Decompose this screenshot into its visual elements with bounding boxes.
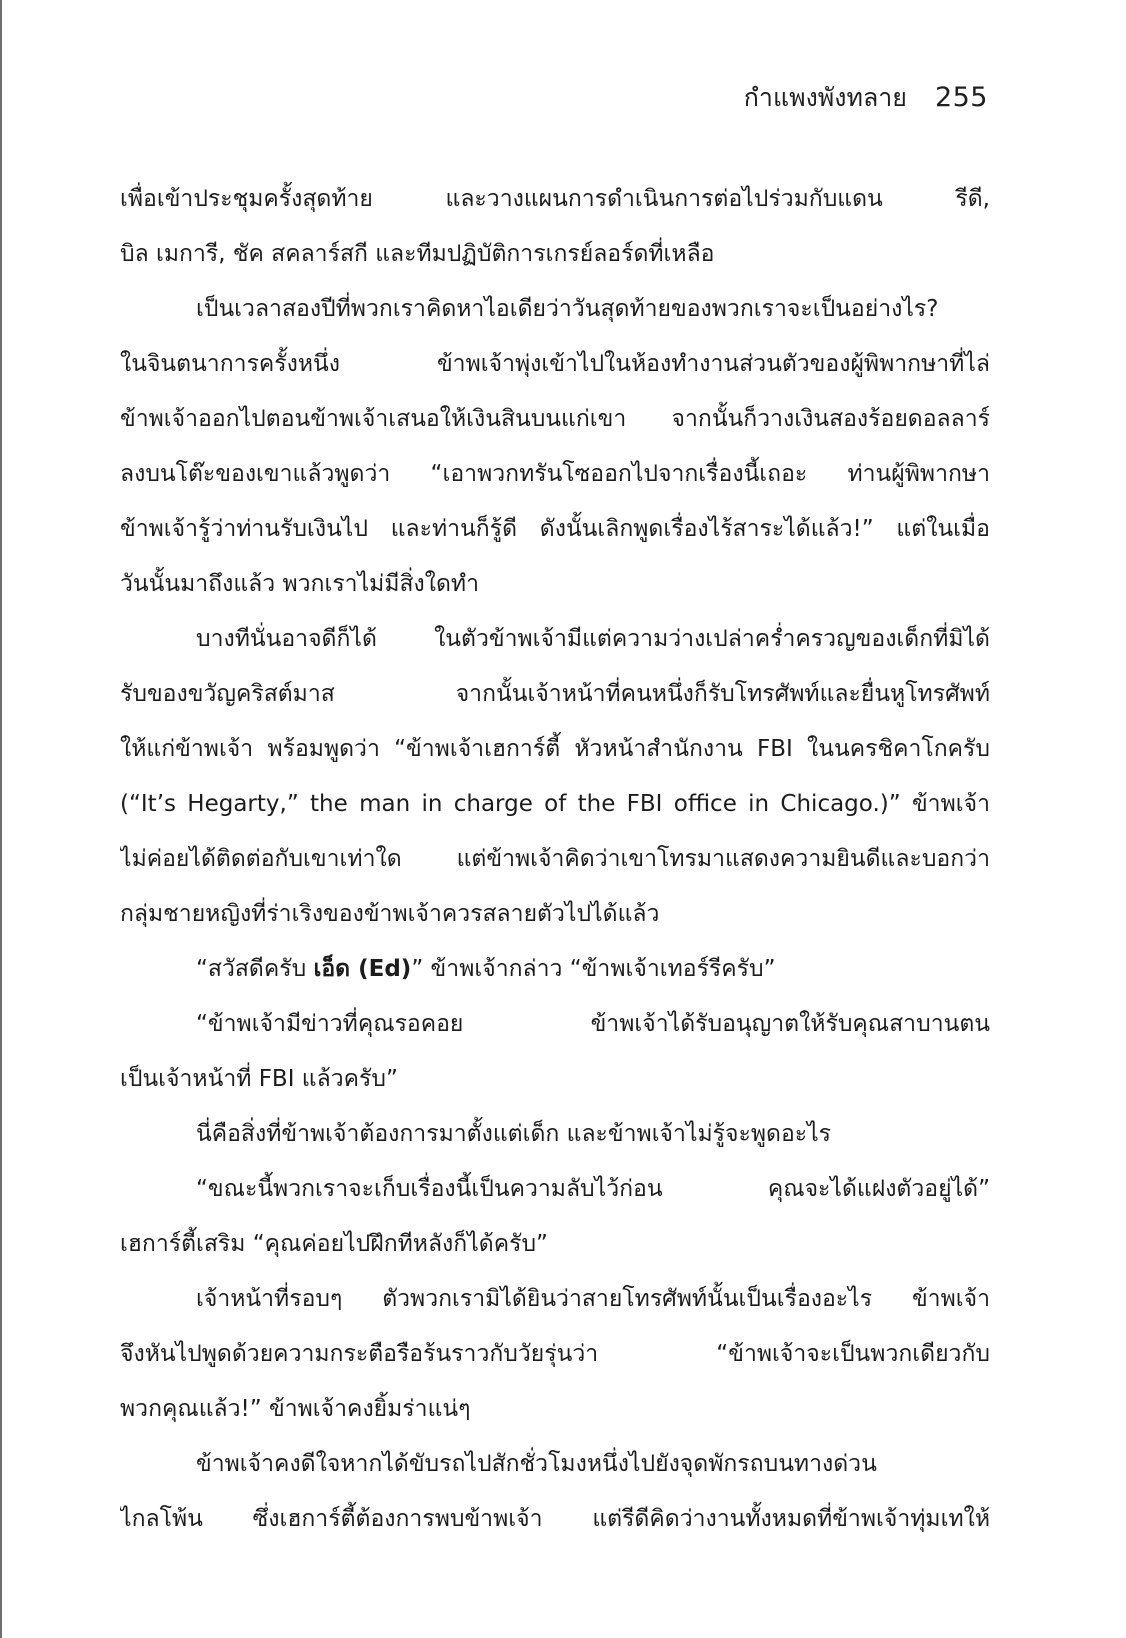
paragraph-2 <box>120 282 990 612</box>
text-line: ไกลโพ้น ซึ่งเฮการ์ตี้ต้องการพบข้าพเจ้า แต่รีดีคิดว่างานทั้งหมดที่ข้าพเจ้าทุ่มเทให้ <box>120 1506 990 1532</box>
text-line: พวกคุณแล้ว!” ข้าพเจ้าคงยิ้มร่าแน่ๆ <box>120 1396 471 1422</box>
text-line: กลุ่มชายหญิงที่ร่าเริงของข้าพเจ้าควรสลายตัวไปได้แล้ว <box>120 901 660 927</box>
paragraph-8 <box>120 1272 990 1437</box>
text-line: ข้าพเจ้าคงดีใจหากได้ขับรถไปสักชั่วโมงหนึ่งไปยังจุดพักรถบนทางด่วน <box>196 1451 877 1477</box>
text-line <box>120 942 990 997</box>
text-line: ในจินตนาการครั้งหนึ่ง ข้าพเจ้าพุ่งเข้าไปในห้องทำงานส่วนตัวของผู้พิพากษาที่ไล่ <box>120 351 990 377</box>
dialogue-open: “สวัสดีครับ <box>196 956 314 982</box>
body-text <box>120 172 990 1547</box>
text-line: (“It’s Hegarty,” the man in charge of the FBI office in Chicago.)” ข้าพเจ้า <box>120 791 990 817</box>
text-line: นี่คือสิ่งที่ข้าพเจ้าต้องการมาตั้งแต่เด็ก และข้าพเจ้าไม่รู้จะพูดอะไร <box>196 1121 832 1147</box>
text-line: บางทีนั่นอาจดีก็ได้ ในตัวข้าพเจ้ามีแต่ความว่างเปล่าคร่ำครวญของเด็กที่มิได้ <box>196 626 990 652</box>
text-line: “ข้าพเจ้ามีข่าวที่คุณรอคอย ข้าพเจ้าได้รับอนุญาตให้รับคุณสาบานตน <box>196 1011 990 1037</box>
paragraph-7 <box>120 1162 990 1272</box>
running-header <box>744 80 988 116</box>
text-line: ข้าพเจ้ารู้ว่าท่านรับเงินไป และท่านก็รู้ดี ดังนั้นเลิกพูดเรื่องไร้สาระได้แล้ว!” แต่ในเมื่อ <box>120 516 990 542</box>
text-line: ลงบนโต๊ะของเขาแล้วพูดว่า “เอาพวกทรันโซออกไปจากเรื่องนี้เถอะ ท่านผู้พิพากษา <box>120 461 990 487</box>
text-line: ไม่ค่อยได้ติดต่อกับเขาเท่าใด แต่ข้าพเจ้าคิดว่าเขาโทรมาแสดงความยินดีและบอกว่า <box>120 846 990 872</box>
text-line: เป็นเวลาสองปีที่พวกเราคิดหาไอเดียว่าวันสุดท้ายของพวกเราจะเป็นอย่างไร? <box>196 296 939 322</box>
text-line: เจ้าหน้าที่รอบๆ ตัวพวกเรามิได้ยินว่าสายโทรศัพท์นั้นเป็นเรื่องอะไร ข้าพเจ้า <box>196 1286 990 1312</box>
text-line: วันนั้นมาถึงแล้ว พวกเราไม่มีสิ่งใดทำ <box>120 571 479 597</box>
text-line: เป็นเจ้าหน้าที่ FBI แล้วครับ” <box>120 1066 398 1092</box>
paragraph-4 <box>120 942 990 997</box>
text-line: รับของขวัญคริสต์มาส จากนั้นเจ้าหน้าที่คนหนึ่งก็รับโทรศัพท์และยื่นหูโทรศัพท์ <box>120 681 990 707</box>
paragraph-5 <box>120 997 990 1107</box>
text-line: จึงหันไปพูดด้วยความกระตือรือร้นราวกับวัยรุ่นว่า “ข้าพเจ้าจะเป็นพวกเดียวกับ <box>120 1341 990 1367</box>
paragraph-9 <box>120 1437 990 1547</box>
dialogue-close: ” ข้าพเจ้ากล่าว “ข้าพเจ้าเทอร์รีครับ” <box>411 956 776 982</box>
text-line: “ขณะนี้พวกเราจะเก็บเรื่องนี้เป็นความลับไว้ก่อน คุณจะได้แฝงตัวอยู่ได้” <box>196 1176 990 1202</box>
text-line: ข้าพเจ้าออกไปตอนข้าพเจ้าเสนอให้เงินสินบนแก่เขา จากนั้นก็วางเงินสองร้อยดอลลาร์ <box>120 406 990 432</box>
running-title: กำแพงพังทลาย <box>743 83 907 112</box>
paragraph-3 <box>120 612 990 942</box>
text-line: บิล เมการี, ชัค สคลาร์สกี และทีมปฏิบัติการเกรย์ลอร์ดที่เหลือ <box>120 241 715 267</box>
paragraph-1 <box>120 172 990 282</box>
text-line: เพื่อเข้าประชุมครั้งสุดท้าย และวางแผนการดำเนินการต่อไปร่วมกับแดน รีดี, <box>120 186 990 212</box>
speaker-name: เอ็ด (Ed) <box>313 956 412 982</box>
text-line: ให้แก่ข้าพเจ้า พร้อมพูดว่า “ข้าพเจ้าเฮการ์ตี้ หัวหน้าสำนักงาน FBI ในนครชิคาโกครับ <box>120 736 990 762</box>
text-line: เฮการ์ตี้เสริม “คุณค่อยไปฝึกทีหลังก็ได้ครับ” <box>120 1231 548 1257</box>
page-number: 255 <box>934 82 988 113</box>
paragraph-6 <box>120 1107 990 1162</box>
